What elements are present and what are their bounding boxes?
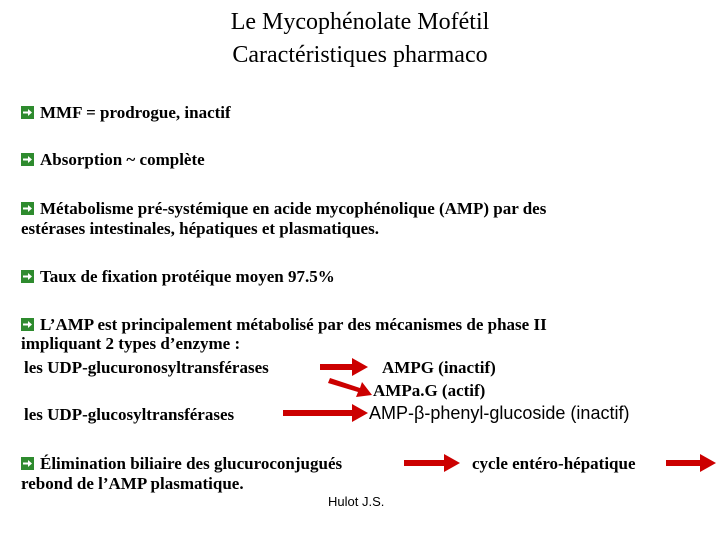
bullet-mmf [21, 103, 231, 123]
product-amp-phenyl-glucoside: AMP-β-phenyl-glucoside (inactif) [369, 403, 630, 423]
bullet-elimination-text-2: rebond de l’AMP plasmatique. [21, 474, 244, 493]
arrow-right-box-icon [21, 106, 34, 119]
bullet-absorption [21, 150, 205, 170]
footer-author: Hulot J.S. [328, 494, 385, 509]
product-ampg: AMPG (inactif) [382, 358, 496, 377]
slide-title-line-2: Caractéristiques pharmaco [232, 42, 488, 68]
enzyme-glucosyl: les UDP-glucosyltransférases [24, 405, 235, 424]
arrow-right-box-icon [21, 318, 34, 331]
bullet-amp-text-2: impliquant 2 types d’enzyme : [21, 334, 241, 353]
bullet-amp-text-1: L’AMP est principalement métabolisé par des mécanismes de phase II [40, 315, 547, 334]
product-ampag: AMPa.G (actif) [373, 381, 486, 400]
bullet-metabolism-text-2: estérases intestinales, hépatiques et plasmatiques. [21, 219, 379, 238]
arrow-right-box-icon [21, 270, 34, 283]
bullet-metabolism-text-1: Métabolisme pré-systémique en acide mycophénolique (AMP) par des [40, 199, 547, 218]
bullet-metabolism [21, 199, 546, 219]
arrow-right-box-icon [21, 153, 34, 166]
red-arrow-icon [320, 358, 368, 376]
arrow-right-box-icon [21, 202, 34, 215]
red-arrow-icon [328, 378, 372, 397]
bullet-amp [21, 315, 547, 335]
enzyme-glucuronosyl: les UDP-glucuronosyltransférases [24, 358, 269, 377]
red-arrow-icon [666, 454, 716, 472]
slide-title-line-1: Le Mycophénolate Mofétil [230, 9, 490, 35]
bullet-fixation-text: Taux de fixation protéique moyen 97.5% [40, 267, 335, 286]
bullet-mmf-text: MMF = prodrogue, inactif [40, 103, 231, 122]
bullet-fixation [21, 267, 335, 287]
bullet-elimination-text-1: Élimination biliaire des glucuroconjugués [40, 454, 343, 473]
bullet-elimination [21, 454, 342, 474]
arrow-right-box-icon [21, 457, 34, 470]
red-arrow-icon [404, 454, 460, 472]
bullet-absorption-text: Absorption ~ complète [40, 150, 205, 169]
red-arrow-icon [283, 404, 368, 422]
elimination-target: cycle entéro-hépatique [472, 454, 636, 473]
